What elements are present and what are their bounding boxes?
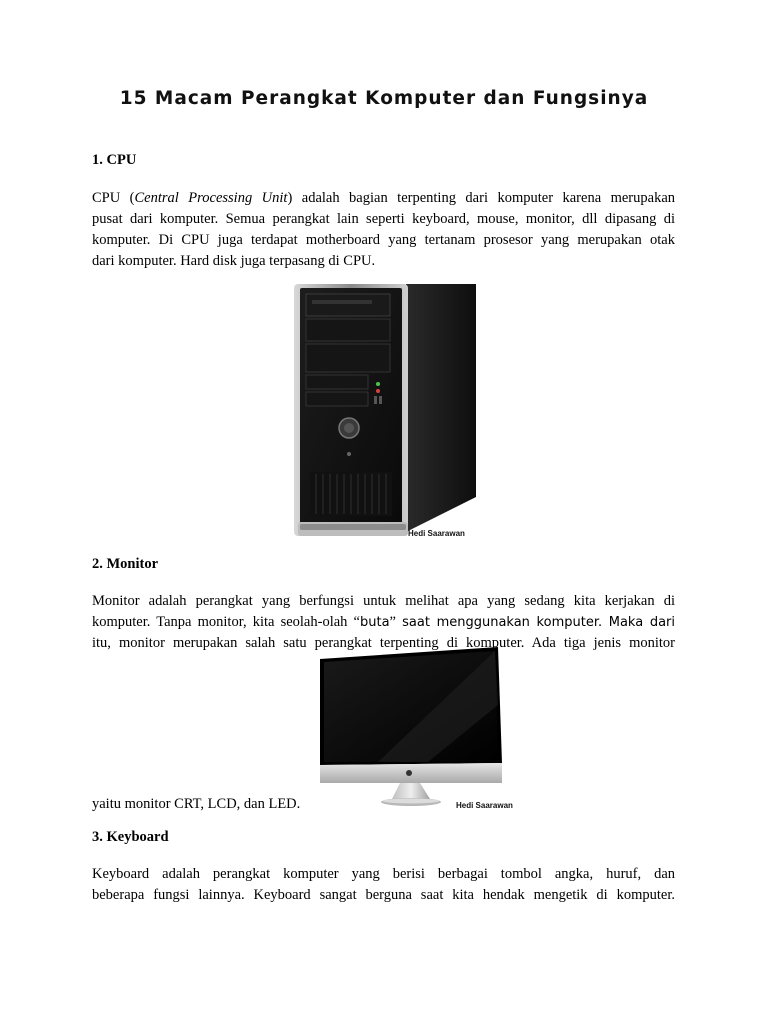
paragraph-line: CPU (Central Processing Unit) adalah bagian terpenting dari komputer karena merupakan bbox=[92, 190, 676, 206]
cpu-tower-image bbox=[290, 282, 480, 540]
paragraph-line: beberapa fungsi lainnya. Keyboard sangat berguna saat kita hendak mengetik di komputer. bbox=[92, 887, 675, 903]
paragraph-line: pusat dari komputer. Semua perangkat lain seperti keyboard, mouse, monitor, dll dipasang di bbox=[92, 211, 675, 227]
paragraph-line: komputer. Tanpa monitor, kita seolah-olah “buta” saat menggunakan komputer. Maka dari bbox=[92, 614, 676, 630]
paragraph-line: itu, monitor merupakan salah satu perangkat terpenting di komputer. Ada tiga jenis monitor bbox=[92, 635, 675, 651]
paragraph-line: Monitor adalah perangkat yang berfungsi untuk melihat apa yang sedang kita kerjakan di bbox=[92, 593, 675, 609]
paragraph-cpu bbox=[92, 188, 675, 272]
section-heading-monitor: 2. Monitor bbox=[92, 556, 159, 572]
image-credit: Hedi Saarawan bbox=[408, 529, 465, 538]
section-heading-cpu: 1. CPU bbox=[92, 152, 137, 168]
image-credit: Hedi Saarawan bbox=[456, 801, 513, 810]
section-heading-keyboard: 3. Keyboard bbox=[92, 829, 169, 845]
paragraph-line: Keyboard adalah perangkat komputer yang berisi berbagai tombol angka, huruf, dan bbox=[92, 866, 675, 882]
paragraph-keyboard bbox=[92, 864, 675, 906]
monitor-image bbox=[318, 645, 504, 809]
document-title: 15 Macam Perangkat Komputer dan Fungsinya bbox=[119, 88, 649, 109]
paragraph-line: komputer. Di CPU juga terdapat motherboard yang tertanam prosesor yang merupakan otak bbox=[92, 232, 675, 248]
paragraph-line: dari komputer. Hard disk juga terpasang di CPU. bbox=[92, 253, 376, 269]
paragraph-monitor-end bbox=[92, 794, 352, 815]
paragraph-line: yaitu monitor CRT, LCD, dan LED. bbox=[92, 796, 301, 812]
